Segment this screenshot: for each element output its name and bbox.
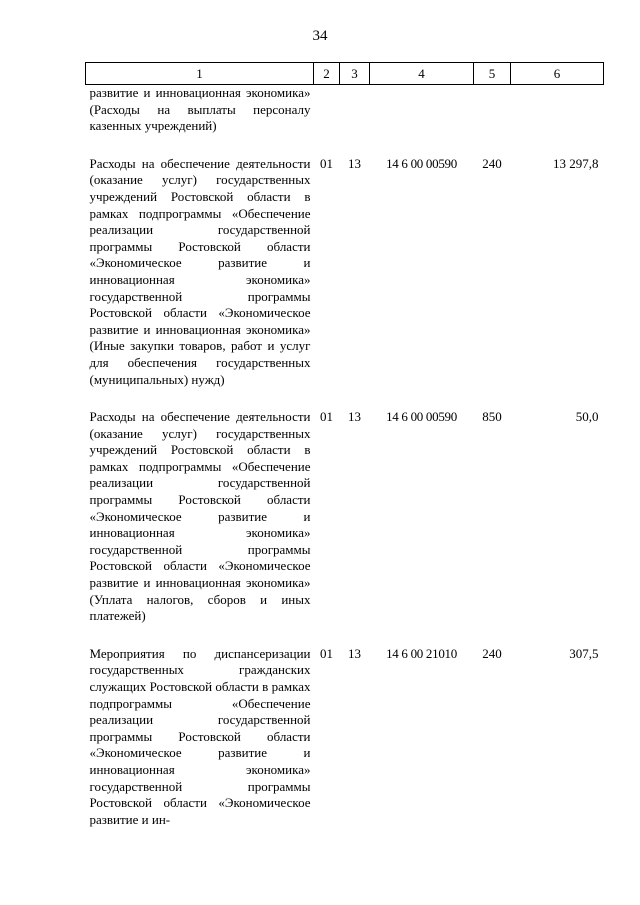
row-description: развитие и инновационная экономика» (Расходы на выплаты персоналу казенных учреждений) (89, 85, 311, 134)
target-article-code (370, 85, 474, 135)
section-code: 01 (320, 645, 333, 661)
table-row (86, 156, 604, 388)
section-code: 01 (320, 155, 333, 171)
row-description: Расходы на обеспечение деятельности (оказание услуг) государственных учреждений Ростовской области в рамках подпрограммы «Обеспечение реализации государственной программы Ростовской области «Экономическое развитие и инновационная экономика» государственной программы Ростовской области «Экономическое развитие и инновационная экономика» (Иные закупки товаров, работ и услуг для обеспечения государственных (муниципальных) нужд) (89, 155, 311, 387)
target-article-code: 14 6 00 00590 (386, 155, 457, 171)
amount: 13 297,8 (553, 155, 599, 171)
amount (511, 85, 604, 135)
row-description: Мероприятия по диспансеризации государственных гражданских служащих Ростовской области в рамках подпрограммы «Обеспечение реализации государственной программы Ростовской области «Экономическое развитие и инновационная экономика» государственной программы Ростовской области «Экономическое развитие и ин- (89, 645, 311, 827)
amount: 307,5 (569, 645, 599, 661)
column-header: 6 (511, 63, 604, 85)
subsection-code (340, 85, 370, 135)
target-article-code: 14 6 00 21010 (386, 645, 457, 661)
column-header: 4 (370, 63, 474, 85)
expense-type-code: 240 (482, 645, 502, 661)
column-header: 5 (474, 63, 511, 85)
table-row (86, 85, 604, 135)
budget-table (85, 62, 604, 828)
subsection-code: 13 (348, 645, 361, 661)
table-header-row (86, 63, 604, 85)
amount: 50,0 (575, 409, 599, 425)
expense-type-code: 850 (482, 409, 502, 425)
subsection-code: 13 (348, 409, 361, 425)
table-row (86, 646, 604, 829)
table-row (86, 409, 604, 625)
column-header: 1 (86, 63, 314, 85)
expense-type-code: 240 (482, 155, 502, 171)
column-header: 3 (340, 63, 370, 85)
section-code (314, 85, 340, 135)
target-article-code: 14 6 00 00590 (386, 409, 457, 425)
expense-type-code (474, 85, 511, 135)
page-number: 34 (312, 28, 328, 44)
section-code: 01 (320, 409, 333, 425)
column-header: 2 (314, 63, 340, 85)
row-description: Расходы на обеспечение деятельности (оказание услуг) государственных учреждений Ростовской области в рамках подпрограммы «Обеспечение реализации государственной программы Ростовской области «Экономическое развитие и инновационная экономика» государственной программы Ростовской области «Экономическое развитие и инновационная экономика» (Уплата налогов, сборов и иных платежей) (89, 409, 311, 624)
subsection-code: 13 (348, 155, 361, 171)
